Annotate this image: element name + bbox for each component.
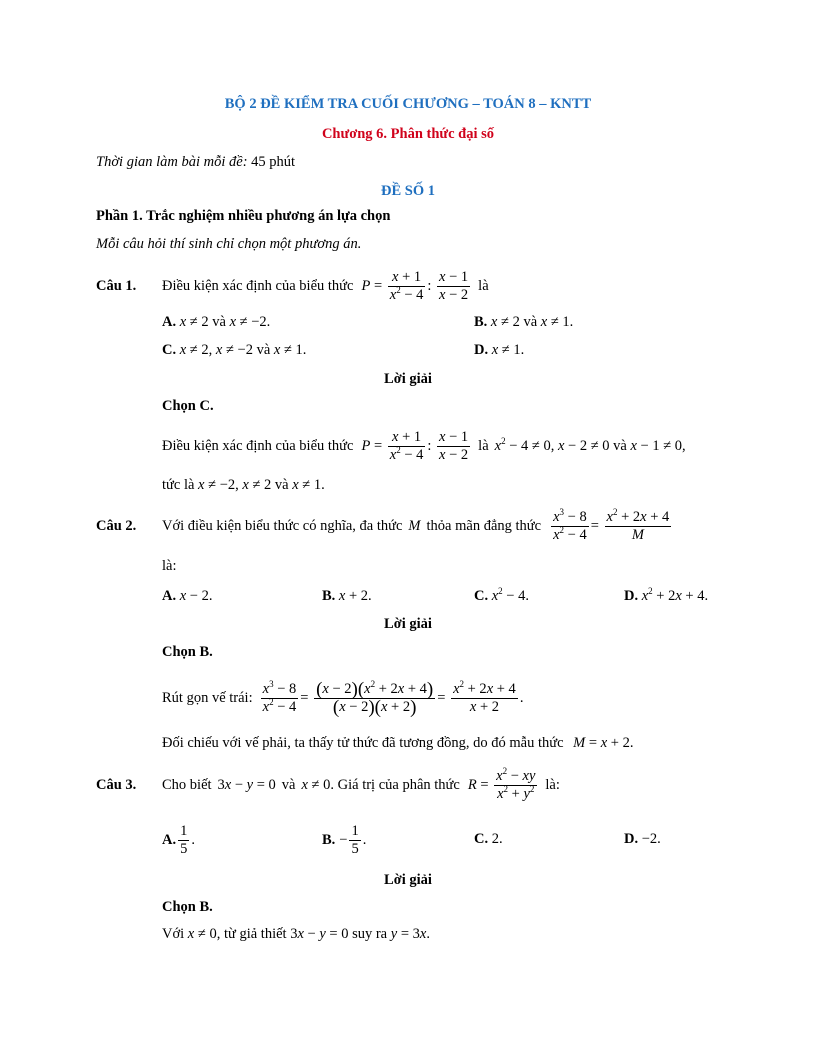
- q3-option-b: B. − $\frac{1}{5}$ .: [322, 822, 367, 857]
- q1-option-b: [474, 314, 573, 331]
- chapter-title: Chương 6. Phân thức đại số: [321, 126, 495, 142]
- q3-option-b-value: $\frac{1}{5}$: [351, 822, 359, 857]
- q1-option-a-label: A.: [162, 314, 177, 330]
- part1-heading: Phần 1. Trắc nghiệm nhiều phương án lựa chọn: [96, 208, 391, 224]
- question-2-label: Câu 2.: [96, 517, 137, 534]
- question-1: [96, 266, 489, 306]
- q2-solution-heading: Lời giải: [384, 616, 432, 632]
- question-3-text2: . Giá trị của phân thức: [330, 776, 460, 793]
- q3-option-d-value: −2.: [641, 831, 661, 847]
- q1-solution-conditions: $x^2 - 4 \ne 0$, x − 2 ≠ 0 và x − 1 ≠ 0,: [494, 435, 686, 454]
- q3-option-a: A. $\frac{1}{5}$ .: [162, 822, 195, 857]
- question-2-la: là:: [162, 558, 177, 574]
- question-2-text: Với điều kiện biểu thức có nghĩa, đa thức: [162, 517, 403, 534]
- question-1-text: Điều kiện xác định của biểu thức: [162, 277, 354, 294]
- q3-option-c-label: C.: [474, 831, 489, 847]
- q3-option-a-label: A.: [162, 831, 177, 848]
- question-1-label: Câu 1.: [96, 277, 137, 294]
- q3-choose: Chọn B.: [162, 899, 213, 915]
- question-3-cond1: 3x − y = 0: [217, 776, 276, 793]
- time-value: 45 phút: [251, 154, 296, 170]
- q2-option-c-text: $x^2 - 4$.: [491, 586, 529, 604]
- question-1-expression: P = $\frac{x + 1}{x^2 - 4}$ : $\frac{x - 1}{x - 2}$: [361, 268, 469, 303]
- q2-option-b-text: x + 2.: [338, 588, 372, 604]
- q2-solution-text: Rút gọn vế trái:: [162, 689, 253, 706]
- q1-solution-la: là: [478, 437, 489, 454]
- q2-option-a-text: x − 2.: [179, 588, 213, 604]
- q1-option-d: [474, 342, 524, 359]
- q1-choose: Chọn C.: [162, 398, 214, 414]
- q2-option-d-label: D.: [624, 588, 639, 604]
- question-2-equation: $\frac{x^3 - 8}{x^2 - 4}$ = $\frac{x^2 + 2x + 4}{M}$: [553, 506, 670, 543]
- q1-option-c: [162, 342, 306, 359]
- question-3-expression: R = $\frac{x^2 - xy}{x^2 + y^2}$: [467, 765, 536, 802]
- question-2: [96, 506, 673, 546]
- question-2-text2: thỏa mãn đẳng thức: [426, 517, 542, 534]
- q2-option-b-label: B.: [322, 588, 336, 604]
- q1-option-a: [162, 314, 270, 331]
- time-label: Thời gian làm bài mỗi đề:: [96, 154, 248, 170]
- q1-solution-text: Điều kiện xác định của biểu thức: [162, 437, 354, 454]
- q1-option-a-text: x ≠ 2 và x ≠ −2.: [179, 314, 271, 330]
- q2-option-a: [162, 588, 212, 605]
- question-3-label: Câu 3.: [96, 776, 137, 793]
- q2-choose: Chọn B.: [162, 644, 213, 660]
- q1-solution-line2: [162, 477, 325, 494]
- q1-solution-heading: Lời giải: [384, 371, 432, 387]
- time-info: [96, 154, 295, 171]
- question-3-va: và: [281, 776, 296, 793]
- exam-number: ĐỀ SỐ 1: [381, 183, 435, 199]
- q2-solution-line2: [162, 735, 633, 752]
- q3-solution-result: y = 3x.: [390, 926, 430, 942]
- q3-solution-line1: [162, 926, 430, 943]
- question-3: [96, 764, 560, 806]
- q2-solution-text2: Đối chiếu với vế phải, ta thấy tử thức đã tương đồng, do đó mẫu thức: [162, 735, 564, 751]
- q3-option-a-value: $\frac{1}{5}$: [180, 822, 188, 857]
- q3-option-d-label: D.: [624, 831, 639, 847]
- q1-option-d-label: D.: [474, 342, 489, 358]
- q2-option-d-text: $x^2 + 2x + 4$.: [641, 586, 709, 604]
- question-2-var-m: M: [408, 517, 421, 534]
- q3-option-c-value: 2.: [491, 831, 503, 847]
- q1-solution-result: x ≠ −2, x ≠ 2 và x ≠ 1.: [198, 477, 325, 493]
- q2-solution-result: M = x + 2.: [573, 735, 634, 751]
- q1-option-b-text: x ≠ 2 và x ≠ 1.: [490, 314, 574, 330]
- q1-solution-line1: [162, 426, 686, 466]
- q2-solution-line1: [162, 674, 523, 722]
- q3-solution-with: Với: [162, 926, 185, 942]
- q2-option-c-label: C.: [474, 588, 489, 604]
- q2-option-a-label: A.: [162, 588, 177, 604]
- q3-option-c: [474, 831, 503, 848]
- question-3-text: Cho biết: [162, 776, 212, 793]
- q3-solution-heading: Lời giải: [384, 872, 432, 888]
- q1-solution-prefix: tức là: [162, 477, 195, 493]
- question-3-la: là:: [545, 776, 560, 793]
- q2-option-c: [474, 588, 529, 605]
- question-1-tail: là: [478, 277, 489, 294]
- q2-solution-expression: $\frac{x^3 - 8}{x^2 - 4}$ = $\frac{(x - 2)(x^2 + 2x + 4)}{(x - 2)(x + 2)}$ = $\frac{x^2 + 2x + 4}{x + 2}$ .: [262, 678, 524, 718]
- document-title: BỘ 2 ĐỀ KIỂM TRA CUỐI CHƯƠNG – TOÁN 8 – KNTT: [224, 96, 592, 112]
- q3-solution-hyp: 3x − y = 0: [290, 926, 349, 942]
- q1-solution-expression: P = $\frac{x + 1}{x^2 - 4}$ : $\frac{x - 1}{x - 2}$: [361, 428, 469, 463]
- q3-option-b-label: B.: [322, 831, 336, 848]
- q1-option-c-label: C.: [162, 342, 177, 358]
- question-3-cond2: x ≠ 0: [301, 776, 331, 793]
- part1-instruction: Mỗi câu hỏi thí sinh chỉ chọn một phương án.: [96, 236, 362, 252]
- q3-solution-suy-ra: suy ra: [352, 926, 388, 942]
- q3-solution-mid: , từ giả thiết: [216, 926, 287, 942]
- q3-solution-cond: x ≠ 0: [187, 926, 217, 942]
- q2-option-b: [322, 588, 372, 605]
- q3-option-d: [624, 831, 661, 848]
- q1-option-d-text: x ≠ 1.: [491, 342, 525, 358]
- q1-option-c-text: x ≠ 2, x ≠ −2 và x ≠ 1.: [179, 342, 307, 358]
- q2-option-d: [624, 588, 708, 605]
- q1-option-b-label: B.: [474, 314, 488, 330]
